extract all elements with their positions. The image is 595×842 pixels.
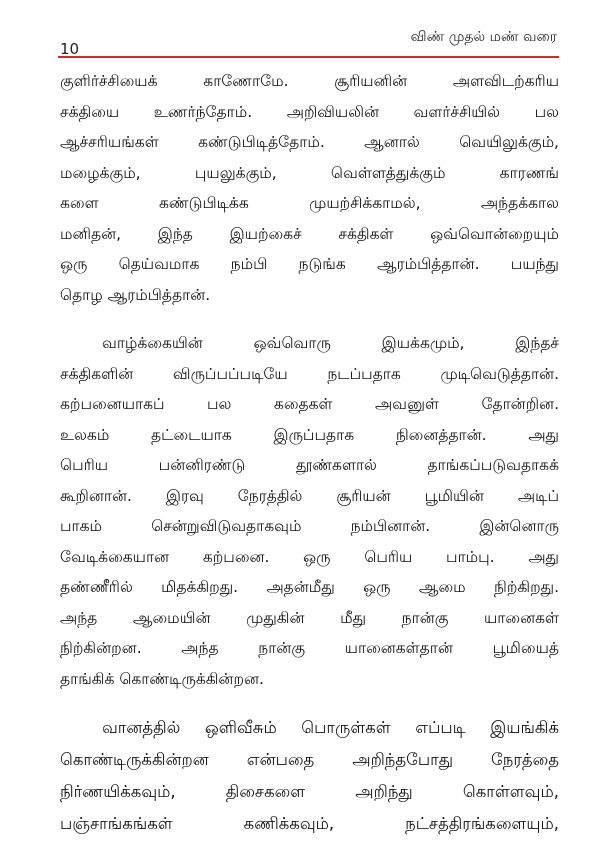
body-text (60, 66, 559, 840)
text-line: தண்ணீரில் மிதக்கிறது. அதன்மீது ஒரு ஆமை நிற்கிறது. (60, 578, 559, 596)
text-line: நிர்ணயிக்கவும், திசைகளை அறிந்து கொள்ளவும், (60, 782, 559, 801)
text-line: ஒரு தெய்வமாக நம்பி நடுங்க ஆரம்பித்தான். பயந்து (60, 255, 559, 273)
text-line: சக்திகளின் விருப்பப்படியே நடப்பதாக முடிவெடுத்தான். (60, 364, 559, 383)
text-line: வாழ்க்கையின் ஒவ்வொரு இயக்கமும், இந்தச் (102, 334, 559, 352)
text-line: மனிதன், இந்த இயற்கைச் சக்திகள் ஒவ்வொன்றையும் (60, 224, 559, 243)
text-line: சக்தியை உணர்ந்தோம். அறிவியலின் வளர்ச்சியில் பல (60, 102, 559, 121)
text-line: கொண்டிருக்கின்றன என்பதை அறிந்தபோது நேரத்தை (60, 750, 559, 769)
text-line: களை கண்டுபிடிக்க முயற்சிக்காமல், அந்தக்கால (60, 194, 559, 212)
text-line: அந்த ஆமையின் முதுகின் மீது நான்கு யானைகள் (60, 608, 559, 627)
text-line: கூறினான். இரவு நேரத்தில் சூரியன் பூமியின் அடிப் (60, 486, 559, 505)
text-line: மழைக்கும், புயலுக்கும், வெள்ளத்துக்கும் காரணங் (60, 163, 559, 182)
text-line: பஞ்சாங்கங்கள் கணிக்கவும், நட்சத்திரங்களையும், (60, 814, 559, 833)
header-rule (58, 56, 559, 58)
text-line: நிற்கின்றன. அந்த நான்கு யானைகள்தான் பூமியைத் (60, 639, 559, 657)
paragraph-2 (60, 328, 559, 694)
paragraph-gap (60, 694, 559, 712)
text-line: குளிர்ச்சியைக் காணோமே. சூரியனின் அளவிடற்கரிய (60, 72, 559, 90)
paragraph-3 (60, 712, 559, 840)
text-line: பாகம் சென்றுவிடுவதாகவும் நம்பினான். இன்னொரு (60, 517, 559, 535)
running-title: விண் முதல் மண் வரை (410, 29, 557, 45)
text-line: தாங்கிக் கொண்டிருக்கின்றன. (60, 669, 264, 688)
text-line: வானத்தில் ஒளிவீசும் பொருள்கள் எப்படி இயங்கிக் (102, 718, 559, 737)
text-line: ஆச்சரியங்கள் கண்டுபிடித்தோம். ஆனால் வெயிலுக்கும், (60, 133, 559, 151)
text-line: தொழ ஆரம்பித்தான். (60, 285, 211, 304)
text-line: உலகம் தட்டையாக இருப்பதாக நினைத்தான். அது (60, 425, 559, 444)
page-number: 10 (60, 40, 80, 58)
text-line: பெரிய பன்னிரண்டு தூண்களால் தாங்கப்படுவதாகக் (60, 456, 559, 474)
paragraph-gap (60, 310, 559, 328)
text-line: கற்பனையாகப் பல கதைகள் அவனுள் தோன்றின. (60, 395, 559, 413)
text-line: வேடிக்கையான கற்பனை. ஒரு பெரிய பாம்பு. அது (60, 547, 559, 566)
paragraph-1 (60, 66, 559, 310)
